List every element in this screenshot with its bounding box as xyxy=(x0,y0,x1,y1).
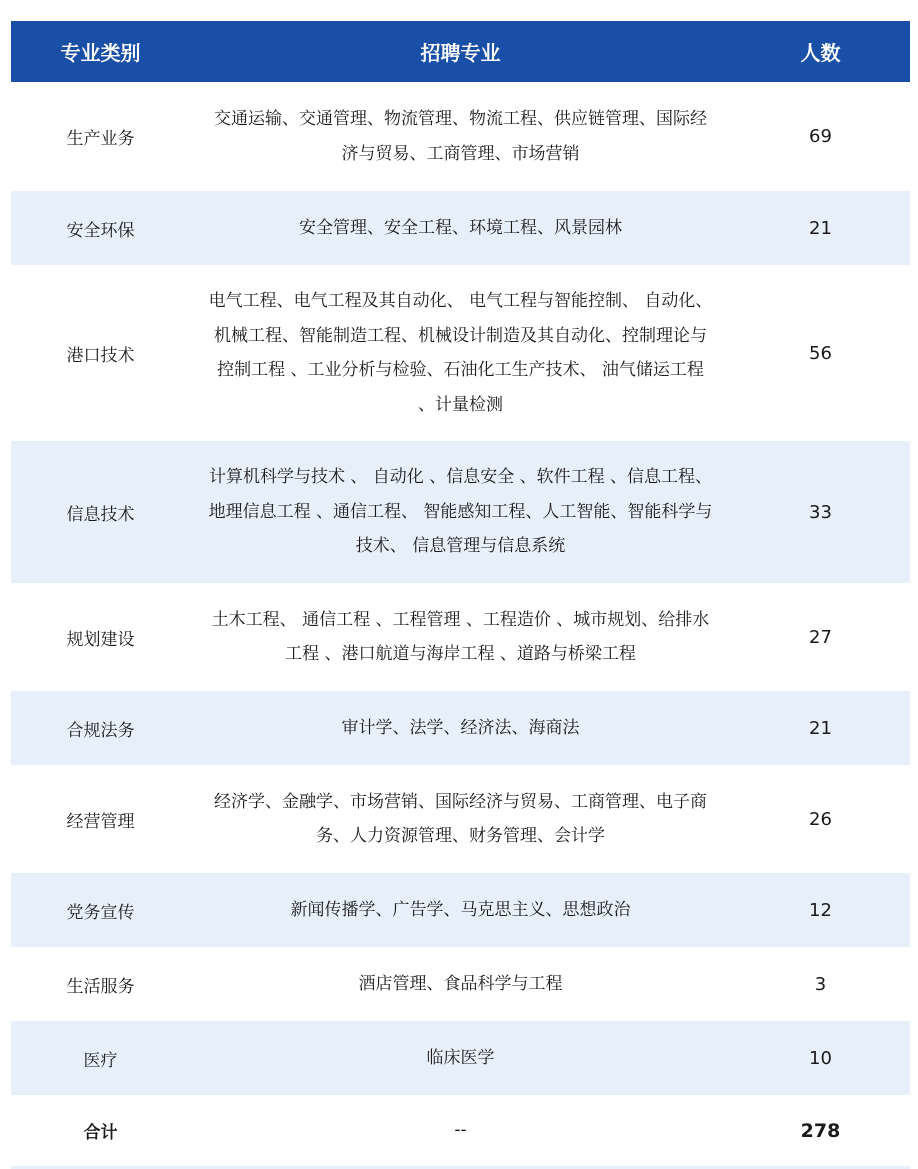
recruitment-table xyxy=(11,21,910,1169)
row-category: 医疗 xyxy=(83,1050,118,1071)
table-row xyxy=(11,583,910,691)
table-row xyxy=(11,1021,910,1095)
row-count: 3 xyxy=(814,973,827,995)
total-count: 278 xyxy=(800,1119,841,1142)
row-count: 10 xyxy=(809,1047,832,1069)
total-label: 合计 xyxy=(83,1123,118,1143)
row-count: 21 xyxy=(809,217,832,239)
row-majors: 土木工程、 通信工程 、工程管理 、工程造价 、城市规划、给排水工程 、港口航道与海岸工程 、道路与桥梁工程 xyxy=(211,609,710,664)
header-majors: 招聘专业 xyxy=(420,41,501,65)
row-count: 33 xyxy=(809,501,832,523)
row-majors: 交通运输、交通管理、物流管理、物流工程、供应链管理、国际经济与贸易、工商管理、市场营销 xyxy=(214,109,707,164)
row-category: 党务宣传 xyxy=(66,902,135,923)
header-category: 专业类别 xyxy=(60,41,141,65)
row-count: 12 xyxy=(809,899,832,921)
row-count: 27 xyxy=(809,626,832,648)
row-majors: 临床医学 xyxy=(426,1047,495,1068)
table-row xyxy=(11,765,910,873)
row-category: 生活服务 xyxy=(66,976,135,997)
table-header xyxy=(11,21,910,82)
row-majors: 经济学、金融学、市场营销、国际经济与贸易、工商管理、电子商务、人力资源管理、财务管理、会计学 xyxy=(214,791,707,846)
table-row xyxy=(11,947,910,1021)
row-majors: 计算机科学与技术 、 自动化 、信息安全 、软件工程 、信息工程、地理信息工程 、通信工程、 智能感知工程、人工智能、智能科学与技术、 信息管理与信息系统 xyxy=(208,467,713,557)
row-category: 生产业务 xyxy=(66,129,135,149)
total-majors: -- xyxy=(454,1120,467,1141)
table-row xyxy=(11,873,910,947)
row-category: 规划建设 xyxy=(66,629,135,650)
total-row xyxy=(11,1095,910,1169)
row-count: 21 xyxy=(809,717,832,739)
row-count: 26 xyxy=(809,808,832,830)
row-category: 安全环保 xyxy=(66,220,135,241)
row-majors: 酒店管理、食品科学与工程 xyxy=(358,973,563,994)
row-category: 信息技术 xyxy=(66,504,135,525)
row-majors: 审计学、法学、经济法、海商法 xyxy=(341,717,580,738)
row-majors: 电气工程、电气工程及其自动化、 电气工程与智能控制、 自动化、机械工程、智能制造工程、机械设计制造及其自动化、控制理论与控制工程 、工业分析与检验、石油化工生产技术、 油气储运工程 、计量检测 xyxy=(208,291,713,415)
table-row xyxy=(11,265,910,441)
table-row xyxy=(11,691,910,765)
row-majors: 安全管理、安全工程、环境工程、风景园林 xyxy=(299,217,622,238)
table-row xyxy=(11,441,910,583)
row-category: 经营管理 xyxy=(66,811,135,832)
table-row xyxy=(11,82,910,191)
table-row xyxy=(11,191,910,265)
header-count: 人数 xyxy=(800,41,841,65)
row-count: 56 xyxy=(809,342,832,364)
row-category: 港口技术 xyxy=(66,345,135,366)
row-count: 69 xyxy=(809,126,832,147)
row-category: 合规法务 xyxy=(66,720,135,741)
row-majors: 新闻传播学、广告学、马克思主义、思想政治 xyxy=(290,899,631,920)
